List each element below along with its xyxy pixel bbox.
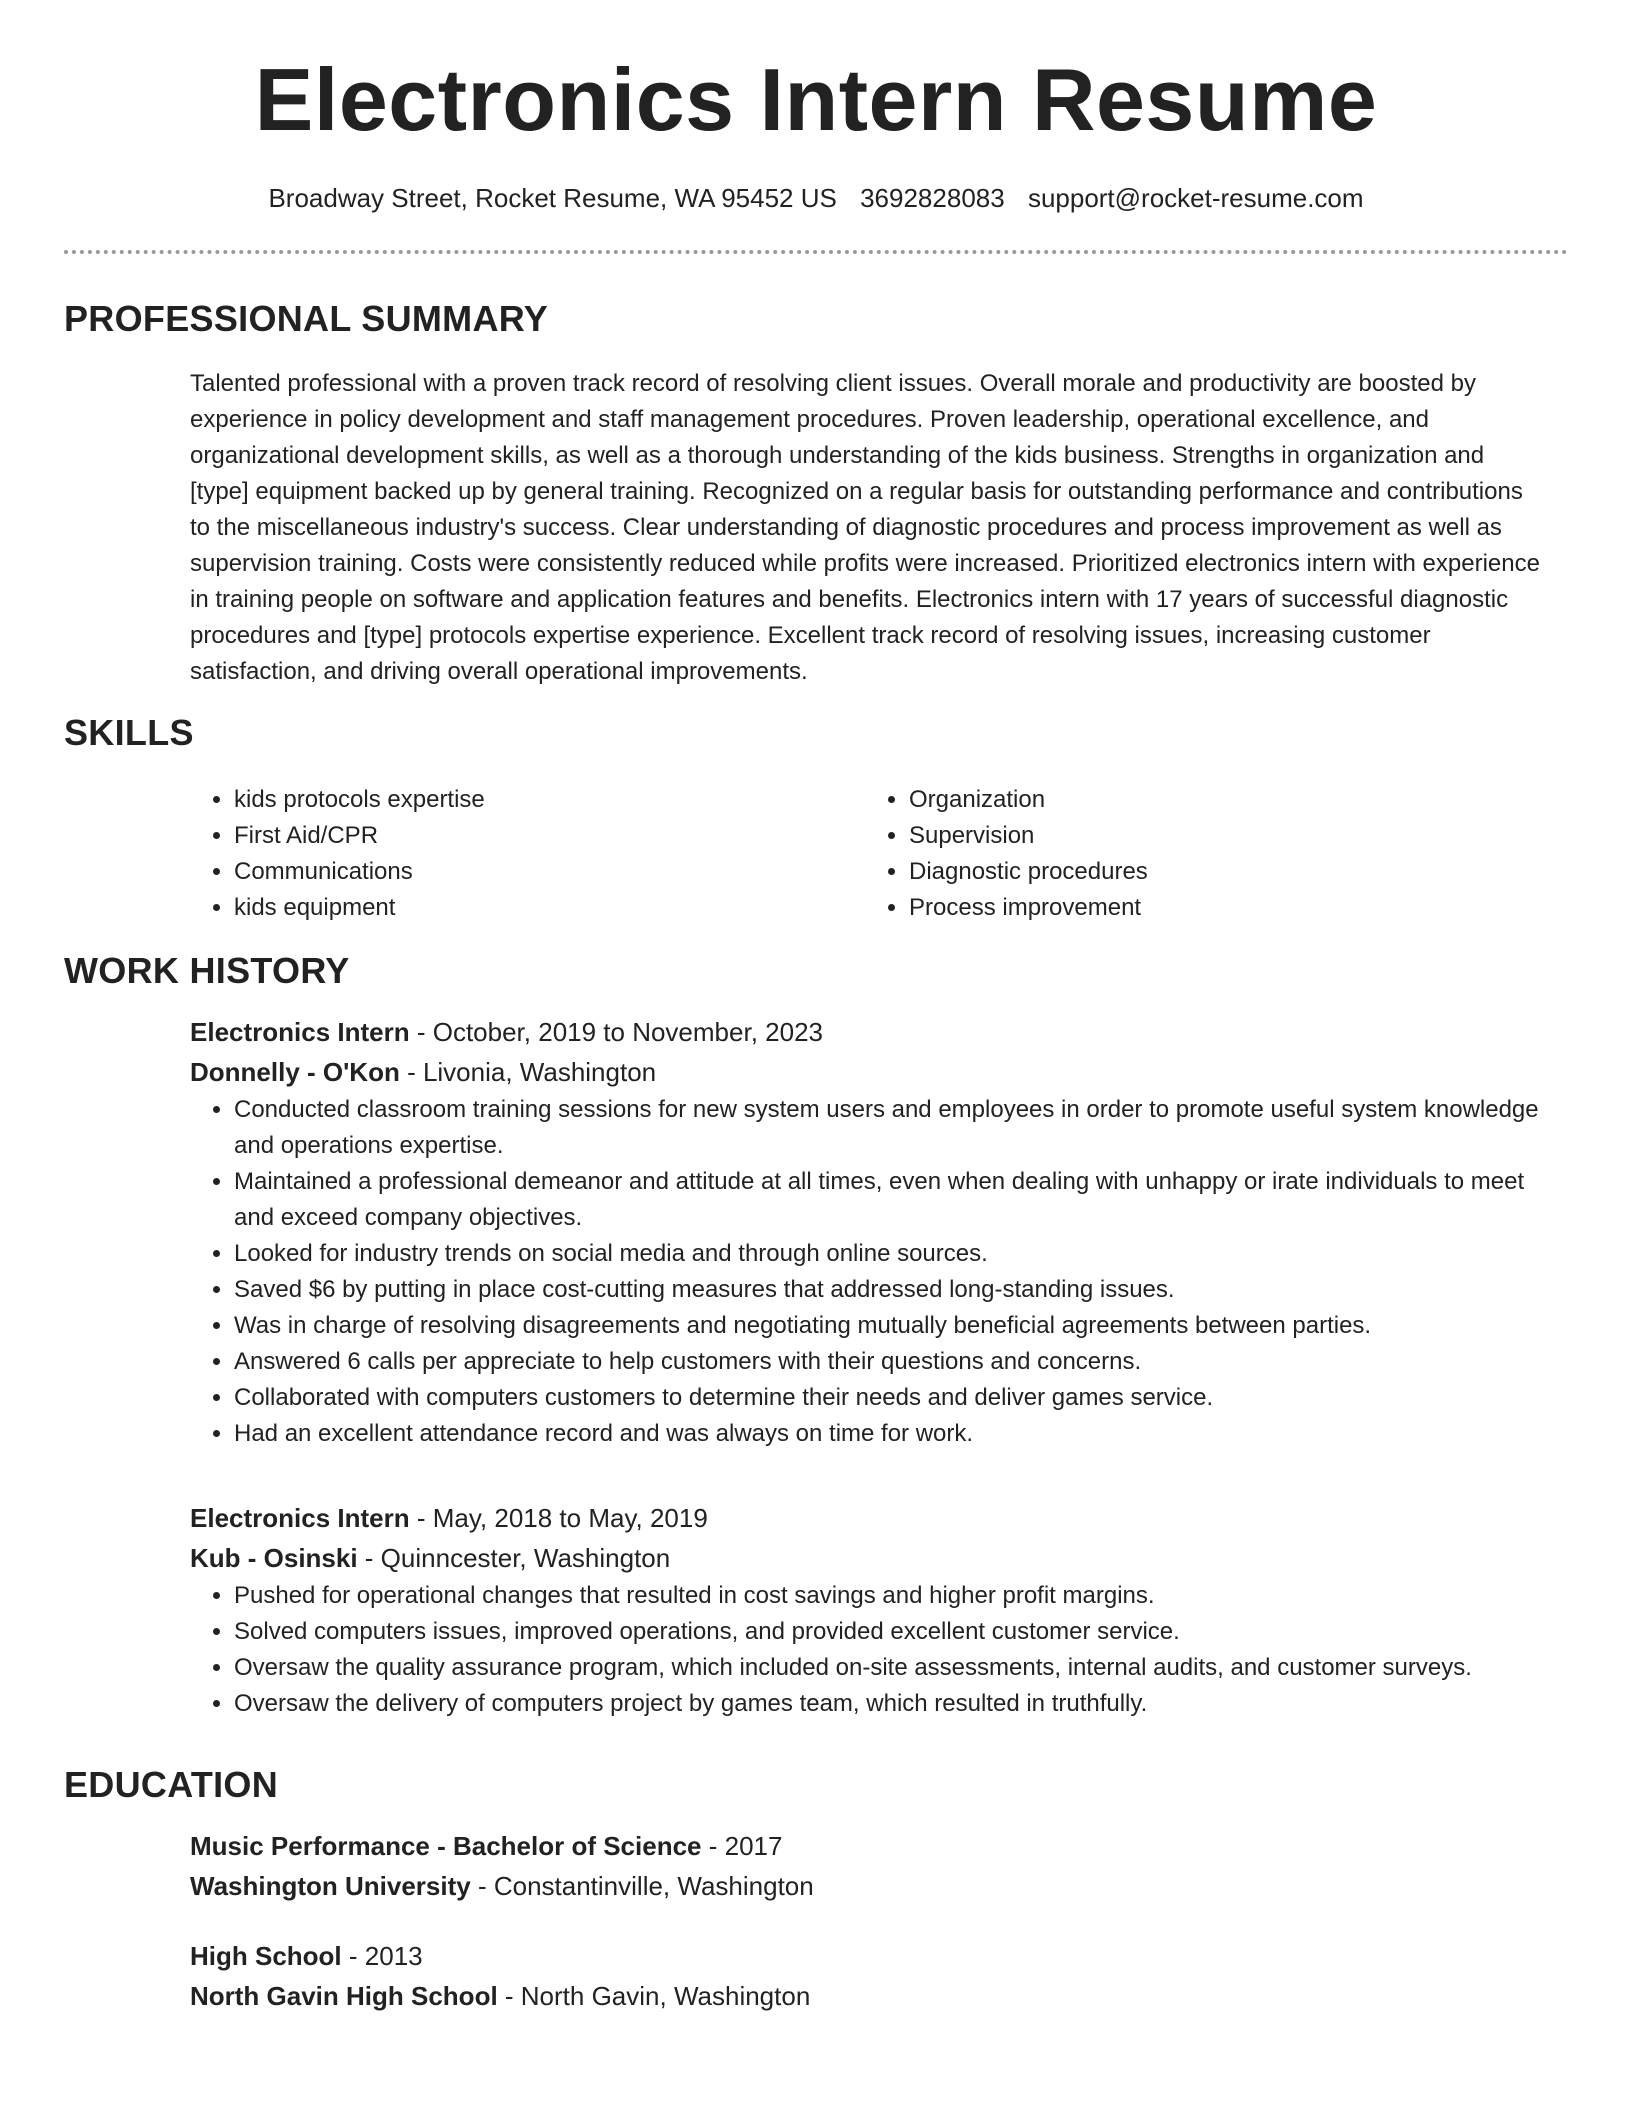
job-bullet: • Maintained a professional demeanor and attitude at all times, even when dealing with unhappy or irate individuals to meet and exceed company objectives. [234,1164,1550,1236]
skill-item: • Communications [234,854,810,890]
education-entry [190,1826,1550,1906]
job-bullet: • Collaborated with computers customers to determine their needs and deliver games service. [234,1380,1550,1416]
header-divider [64,250,1568,254]
work-heading: WORK HISTORY [64,950,350,991]
education-school: North Gavin High School [190,1981,498,2011]
job-bullet: • Was in charge of resolving disagreements and negotiating mutually beneficial agreements between parties. [234,1308,1550,1344]
skills-list-left [190,782,810,926]
page-title: Electronics Intern Resume [254,50,1378,149]
skill-item: • Diagnostic procedures [909,854,1485,890]
job-company-line [190,1052,1550,1092]
education-year: - 2017 [701,1831,783,1861]
job-company: Kub - Osinski [190,1543,358,1573]
skill-item: • Supervision [909,818,1485,854]
education-location: - North Gavin, Washington [497,1981,811,2011]
job-bullet: • Answered 6 calls per appreciate to help customers with their questions and concerns. [234,1344,1550,1380]
job-bullet: • Oversaw the quality assurance program, which included on-site assessments, internal audits, and customer surveys. [234,1650,1550,1686]
job-company-line [190,1538,1550,1578]
skill-item: • Organization [909,782,1485,818]
education-school-line [190,1866,1550,1906]
education-degree-line [190,1936,1550,1976]
job-title: Electronics Intern [190,1503,410,1533]
education-heading: EDUCATION [64,1764,279,1805]
education-year: - 2013 [341,1941,423,1971]
education-degree-line [190,1826,1550,1866]
job-title: Electronics Intern [190,1017,410,1047]
job-bullets [190,1578,1550,1722]
education-degree: High School [190,1941,342,1971]
education-school: Washington University [190,1871,471,1901]
job-dates: - October, 2019 to November, 2023 [409,1017,823,1047]
job-bullet: • Saved $6 by putting in place cost-cutting measures that addressed long-standing issues. [234,1272,1550,1308]
skill-item: • First Aid/CPR [234,818,810,854]
education-degree: Music Performance - Bachelor of Science [190,1831,702,1861]
job-bullet: • Conducted classroom training sessions for new system users and employees in order to promote useful system knowledge and operations expertise. [234,1092,1550,1164]
education-location: - Constantinville, Washington [470,1871,814,1901]
education-entry [190,1936,1550,2016]
job-bullet: • Looked for industry trends on social media and through online sources. [234,1236,1550,1272]
skills-heading: SKILLS [64,712,194,753]
job-bullet: • Had an excellent attendance record and was always on time for work. [234,1416,1550,1452]
job-bullet: • Pushed for operational changes that resulted in cost savings and higher profit margins. [234,1578,1550,1614]
education-school-line [190,1976,1550,2016]
job-location: - Livonia, Washington [399,1057,657,1087]
job-location: - Quinncester, Washington [357,1543,671,1573]
contact-address: Broadway Street, Rocket Resume, WA 95452 US [268,183,837,213]
skills-list-right [865,782,1485,926]
job-entry [190,1012,1550,1452]
job-title-line [190,1498,1550,1538]
skill-item: • Process improvement [909,890,1485,926]
skill-item: • kids equipment [234,890,810,926]
contact-phone: 3692828083 [860,183,1005,213]
job-bullet: • Oversaw the delivery of computers project by games team, which resulted in truthfully. [234,1686,1550,1722]
job-entry [190,1498,1550,1722]
job-dates: - May, 2018 to May, 2019 [409,1503,708,1533]
job-bullets [190,1092,1550,1452]
summary-heading: PROFESSIONAL SUMMARY [64,298,549,339]
job-bullet: • Solved computers issues, improved operations, and provided excellent customer service. [234,1614,1550,1650]
skill-item: • kids protocols expertise [234,782,810,818]
skills-right-column [865,782,1485,926]
contact-line [0,182,1632,214]
contact-email: support@rocket-resume.com [1027,183,1364,213]
job-title-line [190,1012,1550,1052]
skills-left-column [190,782,810,926]
job-company: Donnelly - O'Kon [190,1057,400,1087]
summary-text: Talented professional with a proven track record of resolving client issues. Overall morale and productivity are boosted by experience in policy development and staff management procedures. Proven leadership, operational excellence, and organizational development skills, as well as a thorough understanding of the kids business. Strengths in organization and [type] equipment backed up by general training. Recognized on a regular basis for outstanding performance and contributions to the miscellaneous industry's success. Clear understanding of diagnostic procedures and process improvement as well as supervision training. Costs were consistently reduced while profits were increased. Prioritized electronics intern with experience in training people on software and application features and benefits. Electronics intern with 17 years of successful diagnostic procedures and [type] protocols expertise experience. Excellent track record of resolving issues, increasing customer satisfaction, and driving overall operational improvements. [190,370,1540,685]
